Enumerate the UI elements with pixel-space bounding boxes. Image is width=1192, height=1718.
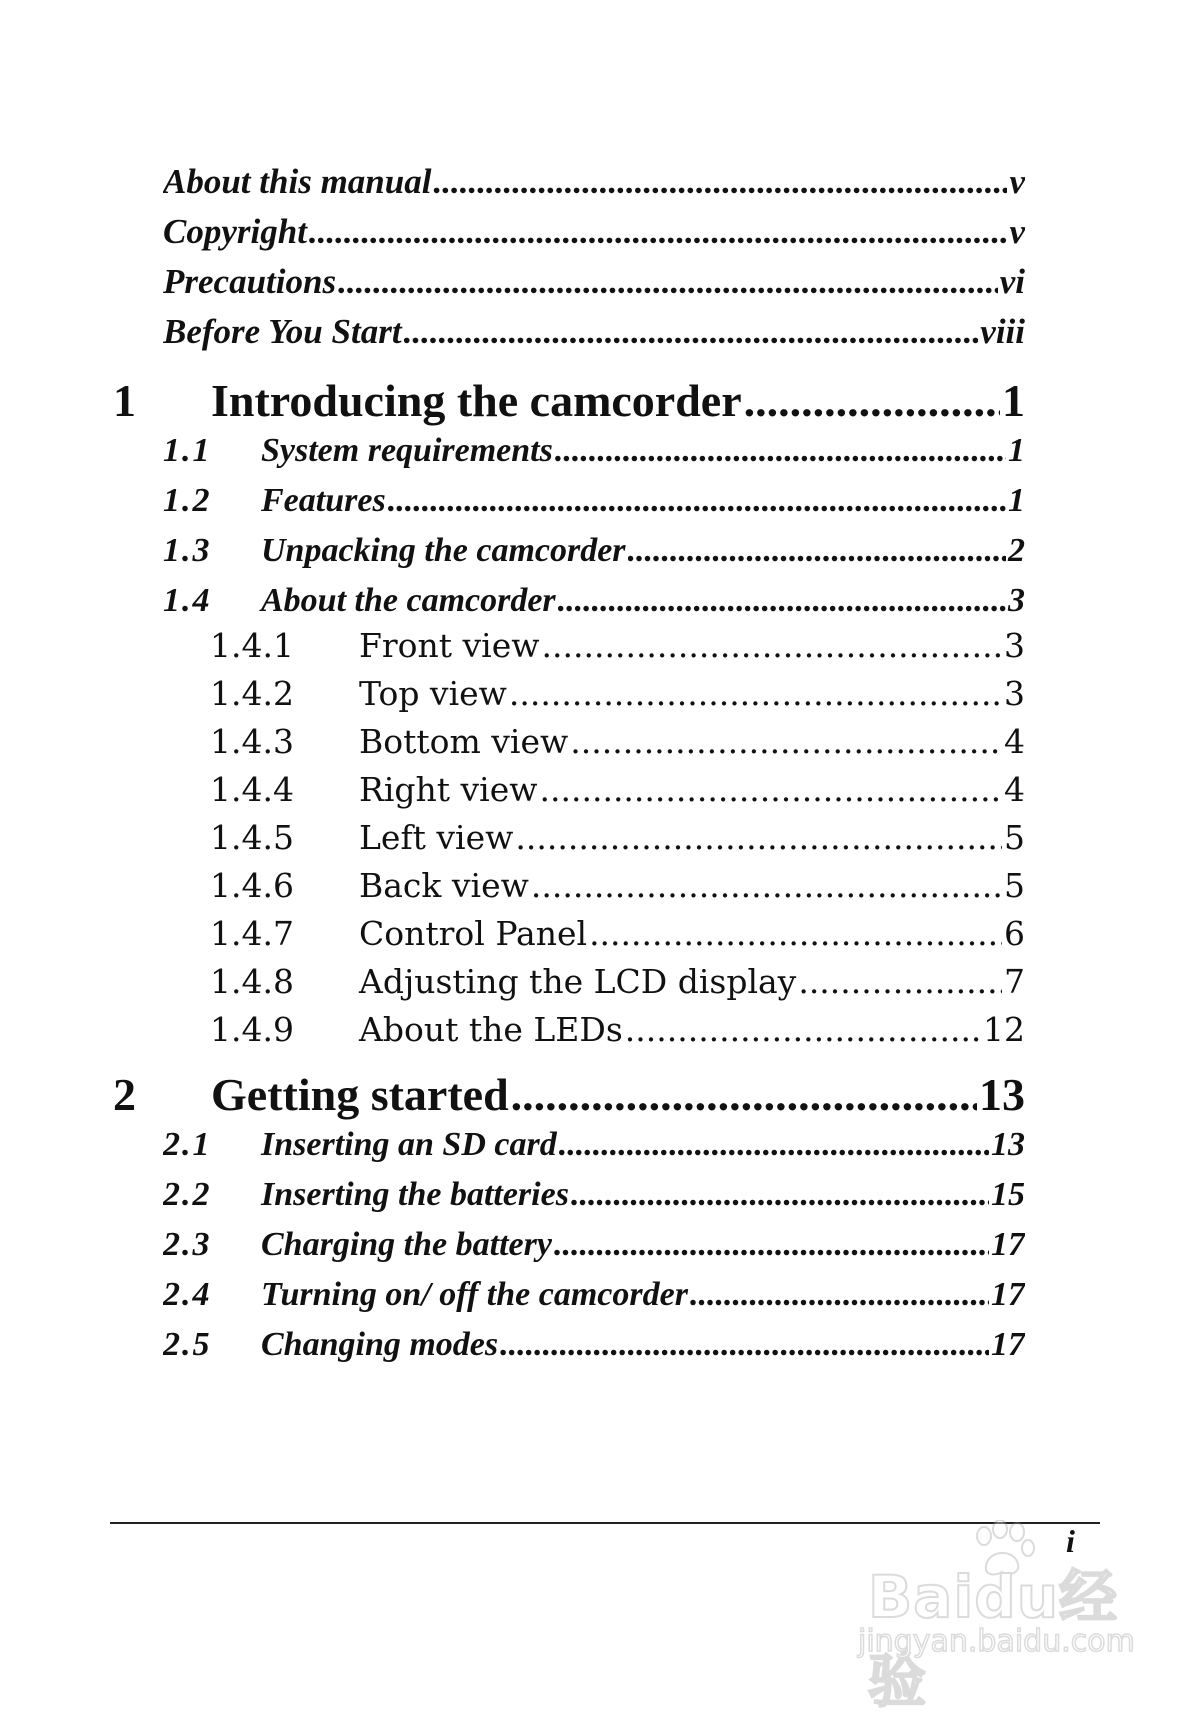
toc-chapter-entry[interactable] <box>113 374 1025 427</box>
section-number: 2.4 <box>163 1276 212 1313</box>
leader-dots <box>531 866 1002 905</box>
leader-dots <box>571 1176 989 1214</box>
toc-subsection-entry[interactable] <box>210 626 1025 665</box>
section-number: 1.1 <box>163 432 212 469</box>
subsection-number: 1.4.4 <box>210 770 294 809</box>
subsection-number: 1.4.7 <box>210 914 294 953</box>
toc-section-entry[interactable] <box>163 1326 1025 1364</box>
toc-subsection-entry[interactable] <box>210 866 1025 905</box>
section-title: Turning on/ off the camcorder <box>261 1276 688 1313</box>
subsection-title: Top view <box>359 674 507 713</box>
subsection-title: About the LEDs <box>359 1010 623 1049</box>
subsection-number: 1.4.1 <box>210 626 294 665</box>
section-title: About the camcorder <box>261 582 556 619</box>
toc-subsection-entry[interactable] <box>210 1010 1025 1049</box>
toc-entry[interactable] <box>163 212 1025 252</box>
subsection-page: 12 <box>983 1010 1025 1049</box>
section-page: 17 <box>991 1226 1025 1263</box>
section-number: 2.1 <box>163 1126 212 1163</box>
toc-subsection-entry[interactable] <box>210 722 1025 761</box>
leader-dots <box>570 722 1002 761</box>
entry-title: Before You Start <box>163 312 402 351</box>
toc-subsection-entry[interactable] <box>210 818 1025 857</box>
entry-page: viii <box>980 312 1025 351</box>
leader-dots <box>589 914 1002 953</box>
entry-title: Copyright <box>163 212 307 251</box>
section-number: 1.4 <box>163 582 212 619</box>
leader-dots <box>433 162 1007 202</box>
section-page: 13 <box>991 1126 1025 1163</box>
watermark <box>848 1520 1138 1715</box>
entry-page: v <box>1009 162 1025 201</box>
chapter-number: 1 <box>113 375 136 426</box>
toc-section-entry[interactable] <box>163 432 1025 470</box>
leader-dots <box>559 1126 989 1164</box>
leader-dots <box>509 674 1002 713</box>
chapter-page: 1 <box>1002 375 1025 426</box>
toc-subsection-entry[interactable] <box>210 674 1025 713</box>
section-page: 15 <box>991 1176 1025 1213</box>
section-title: Inserting the batteries <box>261 1176 569 1213</box>
leader-dots <box>542 626 1002 665</box>
subsection-title: Adjusting the LCD display <box>359 962 797 1001</box>
chapter-number: 2 <box>113 1069 136 1120</box>
chapter-title: Getting started <box>211 1069 509 1120</box>
toc-entry[interactable] <box>163 162 1025 202</box>
leader-dots <box>744 374 1000 427</box>
section-number: 2.3 <box>163 1226 212 1263</box>
subsection-page: 5 <box>1004 818 1025 857</box>
subsection-title: Bottom view <box>359 722 569 761</box>
subsection-page: 7 <box>1004 962 1025 1001</box>
leader-dots <box>558 582 1006 620</box>
subsection-number: 1.4.6 <box>210 866 294 905</box>
subsection-title: Control Panel <box>359 914 588 953</box>
section-title: Changing modes <box>261 1326 499 1363</box>
subsection-number: 1.4.9 <box>210 1010 294 1049</box>
section-page: 1 <box>1008 482 1025 519</box>
leader-dots <box>388 482 1006 520</box>
subsection-number: 1.4.2 <box>210 674 294 713</box>
subsection-page: 4 <box>1004 770 1025 809</box>
section-number: 1.3 <box>163 532 212 569</box>
toc-section-entry[interactable] <box>163 532 1025 570</box>
watermark-url: jingyan.baidu.com <box>858 1624 1135 1659</box>
section-page: 3 <box>1008 582 1025 619</box>
chapter-title: Introducing the camcorder <box>211 375 742 426</box>
toc-subsection-entry[interactable] <box>210 770 1025 809</box>
toc-section-entry[interactable] <box>163 1276 1025 1314</box>
subsection-page: 4 <box>1004 722 1025 761</box>
section-page: 1 <box>1008 432 1025 469</box>
section-page: 2 <box>1008 532 1025 569</box>
leader-dots <box>404 312 979 352</box>
toc-section-entry[interactable] <box>163 482 1025 520</box>
subsection-title: Front view <box>359 626 540 665</box>
section-page: 17 <box>991 1326 1025 1363</box>
section-number: 2.2 <box>163 1176 212 1213</box>
leader-dots <box>511 1068 977 1121</box>
section-title: Inserting an SD card <box>261 1126 557 1163</box>
subsection-page: 3 <box>1004 626 1025 665</box>
entry-page: v <box>1009 212 1025 251</box>
toc-section-entry[interactable] <box>163 1176 1025 1214</box>
section-title: System requirements <box>261 432 553 469</box>
entry-title: About this manual <box>163 162 432 201</box>
leader-dots <box>540 770 1002 809</box>
subsection-title: Back view <box>359 866 529 905</box>
leader-dots <box>309 212 1008 252</box>
section-page: 17 <box>991 1276 1025 1313</box>
leader-dots <box>555 432 1006 470</box>
subsection-page: 6 <box>1004 914 1025 953</box>
leader-dots <box>690 1276 989 1314</box>
subsection-number: 1.4.8 <box>210 962 294 1001</box>
leader-dots <box>798 962 1002 1001</box>
subsection-page: 3 <box>1004 674 1025 713</box>
leader-dots <box>628 532 1006 570</box>
leader-dots <box>625 1010 981 1049</box>
entry-page: vi <box>999 262 1025 301</box>
section-number: 1.2 <box>163 482 212 519</box>
entry-title: Precautions <box>163 262 337 301</box>
toc-entry[interactable] <box>163 262 1025 302</box>
section-number: 2.5 <box>163 1326 212 1363</box>
toc-subsection-entry[interactable] <box>210 914 1025 953</box>
subsection-title: Left view <box>359 818 514 857</box>
watermark-brand: Baidu经验 <box>868 1563 1119 1715</box>
leader-dots <box>515 818 1002 857</box>
toc-subsection-entry[interactable] <box>210 962 1025 1001</box>
chapter-page: 13 <box>979 1069 1025 1120</box>
section-title: Unpacking the camcorder <box>261 532 626 569</box>
subsection-page: 5 <box>1004 866 1025 905</box>
leader-dots <box>554 1226 989 1264</box>
toc-section-entry[interactable] <box>163 1126 1025 1164</box>
leader-dots <box>338 262 998 302</box>
toc-entry[interactable] <box>163 312 1025 352</box>
subsection-number: 1.4.3 <box>210 722 294 761</box>
toc-chapter-entry[interactable] <box>113 1068 1025 1121</box>
section-title: Charging the battery <box>261 1226 552 1263</box>
toc-section-entry[interactable] <box>163 1226 1025 1264</box>
subsection-number: 1.4.5 <box>210 818 294 857</box>
subsection-title: Right view <box>359 770 538 809</box>
toc-section-entry[interactable] <box>163 582 1025 620</box>
section-title: Features <box>261 482 386 519</box>
page-folio: i <box>1066 1523 1075 1559</box>
leader-dots <box>500 1326 989 1364</box>
